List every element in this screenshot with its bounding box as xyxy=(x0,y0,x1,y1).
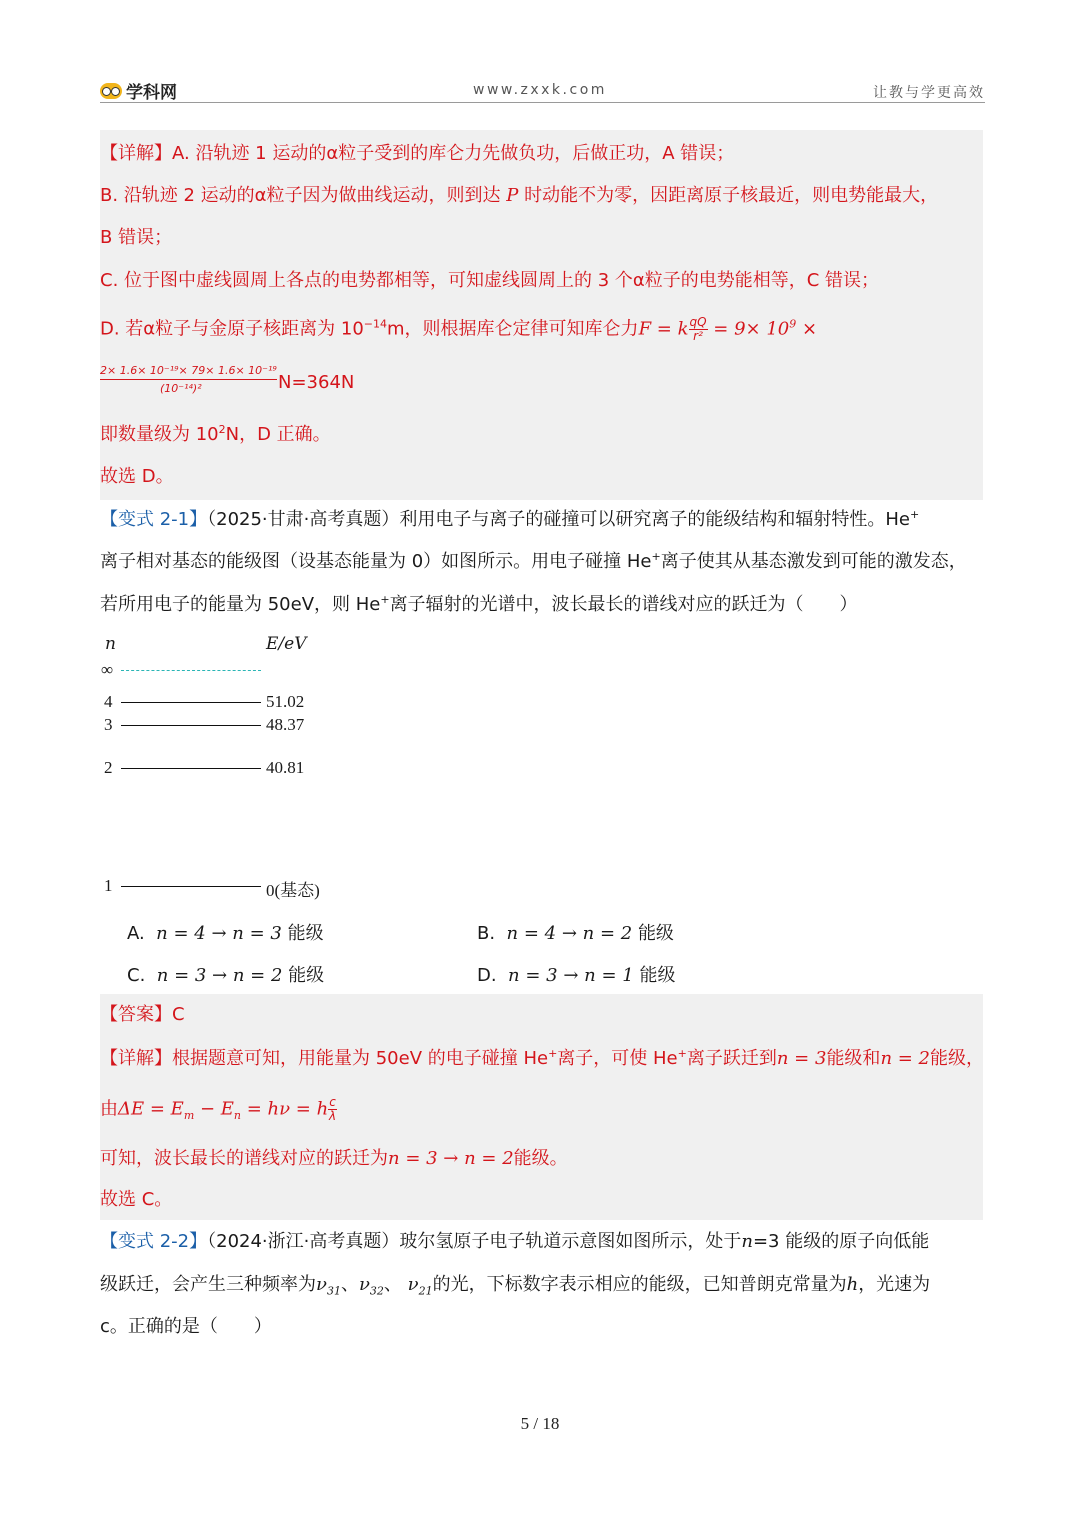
level-2-line xyxy=(121,768,261,769)
question-tag: 【变式 2-2】 xyxy=(100,1231,208,1252)
explain1-line-c: C. 位于图中虚线圆周上各点的电势都相等，可知虚线圆周上的 3 个α粒子的电势能相等，C 错误； xyxy=(100,270,880,291)
explain1-line-b2: B 错误； xyxy=(100,227,173,248)
option-d[interactable]: D. n = 3 → n = 1 能级 xyxy=(477,965,676,986)
explain-tag: 【详解】 xyxy=(100,143,172,164)
explain1-magnitude: 即数量级为 $10^2N$，D 正确。 xyxy=(100,423,331,445)
option-a[interactable]: A. n = 4 → n = 3 能级 xyxy=(127,923,324,944)
level-3-n: 3 xyxy=(104,715,113,734)
level-4-n: 4 xyxy=(104,692,113,711)
answer-tag: 【答案】 xyxy=(100,1004,172,1025)
site-url[interactable]: www.zxxk.com xyxy=(473,82,607,98)
logo-text: 学科网 xyxy=(126,83,177,103)
level-4-line xyxy=(121,702,261,703)
logo-icon xyxy=(100,83,122,99)
energy-level-diagram xyxy=(95,628,355,903)
answer-value: C xyxy=(172,1004,185,1025)
explain2-line-a: 【详解】根据题意可知，用能量为 50eV 的电子碰撞 He+离子，可使 He+离子跃迁到n = 3能级和n = 2能级， xyxy=(100,1047,985,1069)
explain1-line-a: 【详解】A. 沿轨迹 1 运动的α粒子受到的库仑力先做负功，后做正功，A 错误； xyxy=(100,143,735,164)
page-number: 5 / 18 xyxy=(520,1414,560,1433)
slogan: 让教与学更高效 xyxy=(873,85,985,101)
q21-line-3: 若所用电子的能量为 50eV，则 He+离子辐射的光谱中，波长最长的谱线对应的跃迁为（ ） xyxy=(100,593,858,615)
level-3-line xyxy=(121,725,261,726)
q21-line-1: 【变式 2-1】（2025·甘肃·高考真题）利用电子与离子的碰撞可以研究离子的能级结构和辐射特性。He+ xyxy=(100,508,920,530)
logo[interactable] xyxy=(100,78,177,103)
q22-line-3: c。正确的是（ ） xyxy=(100,1316,272,1337)
coulomb-fraction: $\frac{qQ}{\text{r²}}$ xyxy=(689,315,707,343)
explain1-choice: 故选 D。 xyxy=(100,466,174,487)
page-header xyxy=(100,76,985,103)
force-result: N=364N xyxy=(278,372,355,393)
answer-line xyxy=(100,1002,185,1028)
wavelength-fraction: $\frac{c}{\lambda}$ xyxy=(328,1095,337,1123)
question-tag: 【变式 2-1】 xyxy=(100,509,208,530)
q21-line-2: 离子相对基态的能级图（设基态能量为 0）如图所示。用电子碰撞 He+离子使其从基态激发到可能的激发态， xyxy=(100,550,967,572)
level-inf-label: ∞ xyxy=(101,660,114,679)
q22-line-2: 级跃迁，会产生三种频率为$\nu_{31}$、$\nu_{32}$、 $\nu_{21}$的光，下标数字表示相应的能级，已知普朗克常量为h，光速为 xyxy=(100,1274,931,1298)
option-c[interactable]: C. n = 3 → n = 2 能级 xyxy=(127,965,325,986)
energy-axis-label: E/eV xyxy=(266,634,307,654)
explain1-line-d: D. 若α粒子与金原子核距离为 $10^{-14}m$，则根据库仑定律可知库仑力F = k $\frac{qQ}{\text{r²}}$ = $9\times 10^9$ × xyxy=(100,315,818,343)
explain2-choice: 故选 C。 xyxy=(100,1189,173,1210)
force-fraction: $\frac{\text{2× 1.6× 10⁻¹⁹× 79× 1.6× 10⁻¹⁹}}{\text{(10⁻¹⁴)²}}$ xyxy=(100,364,277,395)
level-3-energy: 48.37 xyxy=(266,715,305,734)
level-1-line xyxy=(121,886,261,887)
level-1-n: 1 xyxy=(104,876,113,895)
n-axis-label: n xyxy=(105,634,116,654)
level-4-energy: 51.02 xyxy=(266,692,305,711)
explain2-formula: 由$\Delta E = E_m - E_n = h\nu = h$ $\frac{c}{\lambda}$ xyxy=(100,1095,337,1123)
explain2-conclusion: 可知，波长最长的谱线对应的跃迁为n = 3 → n = 2能级。 xyxy=(100,1148,568,1169)
explain-tag: 【详解】 xyxy=(100,1048,172,1069)
level-2-energy: 40.81 xyxy=(266,758,305,777)
level-2-n: 2 xyxy=(104,758,113,777)
level-1-energy: 0(基态) xyxy=(266,881,320,900)
explain1-line-b: B. 沿轨迹 2 运动的α粒子因为做曲线运动，则到达 P 时动能不为零，因距离原子核最近，则电势能最大， xyxy=(100,185,939,206)
level-inf-line xyxy=(121,670,261,671)
q22-line-1: 【变式 2-2】（2024·浙江·高考真题）玻尔氢原子电子轨道示意图如图所示，处于n=3 能级的原子向低能 xyxy=(100,1231,930,1252)
option-b[interactable]: B. n = 4 → n = 2 能级 xyxy=(477,923,674,944)
